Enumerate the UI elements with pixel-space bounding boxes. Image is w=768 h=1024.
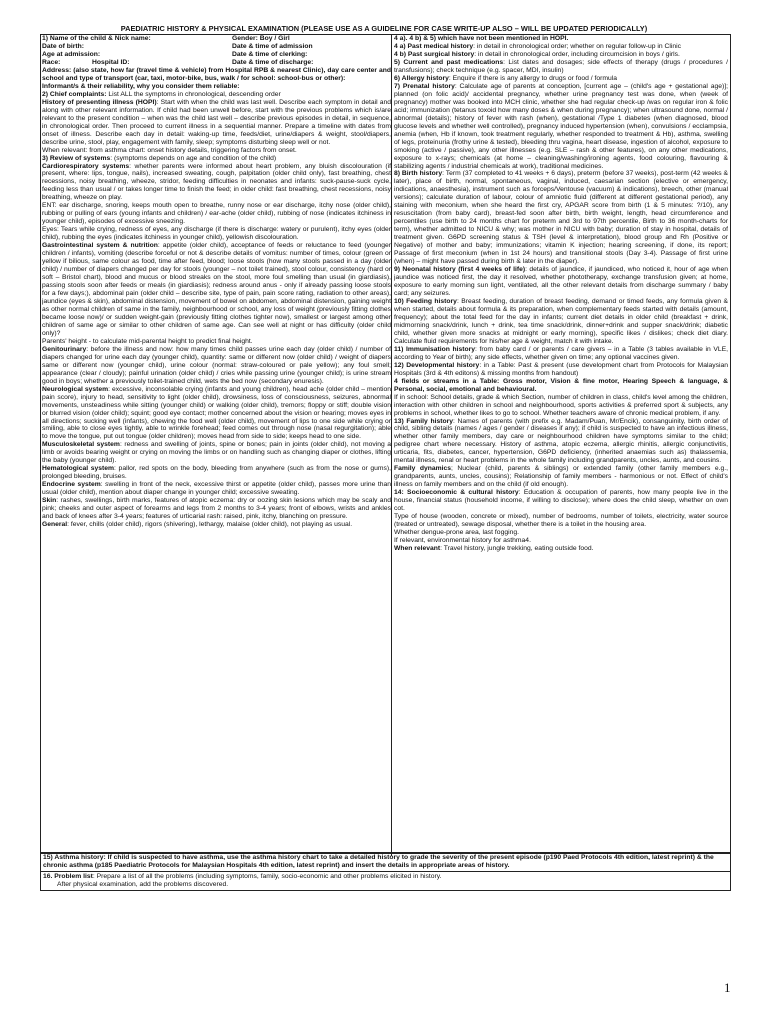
page-number: 1: [724, 980, 731, 995]
dob-row: Date of birth: Date & time of admission: [42, 42, 313, 50]
neonatal: 9) Neonatal history (first 4 weeks of life): details of jaundice, if jaundiced, who noticed it, hour of age when jaundice was noticed first, the day it resolved, whether phototherapy, exchange transfusion given; at home, exposure to early morning sun light, ventilated, all the other relevant details from discharge summary / baby card; any seizures.: [394, 266, 728, 297]
musculoskeletal: Musculoskeletal system: redness and swelling of joints, spine or bones; pain in joints (older child), not moving a limb or avoids bearing weight or crying on moving the limbs or on handling such as changing diaper or clothes, lifting the baby (younger child).: [42, 441, 391, 465]
dengue-note: Whether dengue-prone area, last fogging.: [394, 529, 519, 537]
general-section: General: fever, chills (older child), rigors (shivering), lethargy, malaise (older child), not playing as usual.: [42, 521, 353, 529]
hematological: Hematological system: pallor, red spots on the body, bleeding from anywhere (such as from the nose or gums), prolonged bleeding, bruises.: [42, 465, 392, 481]
hopi-section: History of presenting illness (HOPI): Start with when the child was last well. Describe each symptom in detail and along with other relevant information. If child had been unwell before, start with the previous problems which is/are relevant to the present condition – when was the child last well – describe previous episodes in detail, in sequence, in chronological order. Then proceed to current illness in a sequential manner. Prepare a timeline with dates from onset of illness. Describe each day in detail: waking-up time, feeds/diet, urine/diapers & weight, stool/diapers, describe urine, stool, play, engagement with family, sleep; symptoms disturbing sleep well or not.: [42, 98, 391, 146]
parents-height: Parents' height - to calculate mid-parental height to predict final height.: [42, 337, 253, 345]
history-intro: 4 a). 4 b) & 5) which have not been mentioned in HOPI.: [394, 35, 569, 42]
allergy: 6) Allergy history: Enquire if there is any allergy to drugs or food / formula: [394, 74, 617, 82]
prenatal: 7) Prenatal history: Calculate age of parents at conception, [current age – (child's age + gestational age)]; planned (on folic acid)/ accidental pregnancy, whether urine pregnancy test was done, when (week of pregnancy) mother was booked into MCH clinic, whether she had regular check-up /was on regular iron & folic acid; immunization (tetanus toxoid how many doses & when during pregnancy); when ultrasound done, normal / abnormal (details); history of fever with rash (when), gestational /Type 1 diabetes (when diagnosed, blood glucose levels and whether well controlled), pregnancy induced hypertension (when), convulsions / ecclampsia, anemia (when, Hb if known, took treatment regularly, whether responded to treatment & Hb), asthma, swelling of legs, proteinuria (frothy urine & tested), bleeding thru vagina, heart disease, ingestion of alcohol, exposure to smoking (active / passive), any other illnesses (e.g. SLE – rash & other features), on any other medications, exposure to x-rays; chemicals (at home – cleaning/washing/ironing agents, food colouring, flavouring & stabilizing agents / industrial chemicals at work), traditional medicines.: [394, 82, 728, 170]
eyes-section: Eyes: Tears while crying, redness of eyes, any discharge (if there is discharge: watery or purulent), itchy eyes (older child), rubbing the eyes (indicates itchiness in younger child), yellowish discolouration.: [42, 226, 391, 242]
cardiorespiratory: Cardiorespiratory systems: whether parents were informed about heart problem, any bluish discolouration (if present, where: lips, tongue, nails), increased sweating, cough, palpitation (older child only), fast breathing, chest recessions, noisy breathing, wheeze, stridor, feeding difficulties in neonates and infants: suck-pause-suck cycle, feeding less than usual / or takes longer time to finish the feed; in older child: fast breathing, chest recessions, noisy breathing, wheeze on play.: [42, 162, 391, 202]
gastrointestinal: Gastrointestinal system & nutrition: appetite (older child), acceptance of feeds or reluctance to feed (younger children / infants), vomiting (describe forceful or not & describe details of vomitus: number of times, colour (green or yellow if bilious, same colour as food, time after feed, blood; loose stools (how many stools passed in a day (older child) / number of diapers changed per day for stools (younger – not toilet trained), stool colour, consistency (hard or soft – Bristol chart), blood and mucus or blood streaks on the stool, more foul smelling than usual (in giardiasis), passing stools soon after feeds or meals (in giardiasis); redness around anus - only if already passing loose stools for a few days;), abdominal pain (older child – describe site, type of pain, pain score rating, radiation to other areas), jaundice (eyes & skin), abdominal distension, movement of bowel on abdomen, abdominal distension, gaining weight as other normal children of same in the family, neighbourhood or school, any loss of weight (previously fitting clothes became loose now)/ or sudden weight-gain (previously fitting clothes tighter now), smallest or largest among other children of same age or similar to other children of same age. Can see well at night or has difficulty (older child only)?: [42, 242, 391, 337]
travel-note: When relevant: Travel history, jungle trekking, eating outside food.: [394, 545, 594, 552]
asthma-history-row: 15) Asthma history: If child is suspected to have asthma, use the asthma history chart to take a detailed history to grade the severity of the present episode (p190 Paed Protocols 4th edition, latest reprint) & the chronic asthma (p185 Paediatric Protocols for Malaysian Hospitals 4th edition, latest reprint) and insert the details in appropriate areas of history.: [41, 852, 730, 871]
house-type: Type of house (wooden, concrete or mixed), number of bedrooms, number of toilets, electricity, water source (treated or untreated), sewage disposal, whether there is a toilet in the housing area.: [394, 513, 728, 529]
document-title: PAEDIATRIC HISTORY & PHYSICAL EXAMINATION (PLEASE USE AS A GUIDELINE FOR CASE WRITE-UP ALSO – WILL BE UPDATED PERIODICALLY): [120, 24, 648, 33]
immunisation: 11) Immunisation history: from baby card / or parents / care givers – in a Table (3 tables available in VLE, according to Year of birth); any side effects, whether given on time; any optional vaccines given.: [394, 345, 728, 361]
name-row: 1) Name of the child & Nick name: Gender: Boy / Girl: [42, 35, 290, 42]
feeding: 10) Feeding history: Breast feeding, duration of breast feeding, demand or timed feeds, any formula given & when started, details about formula & its preparation, when complementary feeds started with details (amount, frequency); about the total feed for the day in infants; current diet details in older child (breakfast + drink, midmorning snack/drink, lunch + drink, tea time snack/drink, dinner+drink and supper snack/drink; diabetic child, whether given more snacks at midnight or early morning), specific likes / dislikes; check diet diary. Calculate fluid requirements for his/her age & weight, match it with intake.: [394, 297, 728, 345]
chief-complaints: 2) Chief complaints: List ALL the symptoms in chronological, descending order: [42, 90, 281, 98]
informants-line: Informant/s & their reliability, why you consider them reliable:: [42, 82, 240, 90]
developmental-fields: 4 fields or streams in a Table: Gross motor, Vision & fine motor, Hearing Speech & language, & Personal, social, emotional and behavioural.: [394, 377, 728, 393]
birth-history: 8) Birth history: Term (37 completed to 41 weeks + 6 days), preterm (before 37 weeks), post-term (42 weeks & later), place of birth, normal, spontaneous, vaginal, induced, caesarian section (elective or emergency, indications, anaesthesia), instrument such as forceps/Ventouse (vacuum) & indications), breech, other (manual versions); calculate duration of labour, colour of amniotic fluid (different at different gestational period), any staining with meconium, when she heard the first cry, APGAR score from birth (1 & 5 minutes: ?/10), any resuscitation (from baby card), breast-fed soon after birth, birth weight, length, head circumference and percentiles (use birth to 24 months chart for preterm and 3rd to 97th percentile, Birth to 36 month-charts for term), whether admitted to NICU & why; was mother in NICU with baby; duration of stay in hospital, details of treatment given. G6PD screening status & TSH (level & interpretation), blood group and Rh (Positive or Negative) of mother and baby; immunizations; vitamin K injection; hearing screening, if done, its report; Passage of first meconium (when in 1st 24 hours) and transitional stools (Day 3-4). Passage of first urine (when) – might have passed during birth & later in the diaper).: [394, 170, 728, 266]
age-row: Age at admission: Date & time of clerking:: [42, 50, 308, 58]
past-medical: 4 a) Past medical history: in detail in chronological order; whether on regular follow-up in Clinic: [394, 42, 682, 50]
family-history: 13) Family history: Names of parents (with prefix e.g. Madam/Puan, Mr/Encik), consanguinity, birth order of child, sibling details (names / ages / gender / diseases if any); if child is suspected to have an infectious illness, whether other family members, day care or neighbourhood children have symptoms similar to the child; pedigree chart where necessary. History of asthma, atopic eczema, allergic rhinitis, allergic conjunctivitis, urticaria, fits, diabetes, cancer, hypertension, G6PD deficiency, (inherited anaemias such as) thalassemia, mental illness, renal or heart problems in the whole family including grandparents, uncles, aunts, and cousins.: [394, 417, 728, 465]
skin-section: Skin: rashes, swellings, birth marks, features of atopic eczema: dry or oozing skin lesions which may be scaly and pink; cheeks and outer aspect of forearms and legs from 2 months to 3-4 years; front of elbows, wrists and ankles and back of knees after 3-4 years; features of urticarial rash: raised, pink, itchy, blanching on pressure.: [42, 497, 391, 521]
address-line: Address: (also state, how far (travel time & vehicle) from Hospital RPB & nearest Clinic), day care center and school and type of transport (car, taxi, motor-bike, bus, walk / for school: school-bus or other):: [42, 66, 391, 82]
asthma-note: When relevant: from asthma chart: onset history details, triggering factors from onset.: [42, 146, 297, 154]
endocrine: Endocrine system: swelling in front of the neck, excessive thirst or appetite (older child), passes more urine than usual (older child), mention about diaper change in younger child; excessive sweating.: [42, 481, 391, 497]
review-of-systems: 3) Review of systems: (symptoms depends on age and condition of the child): [42, 154, 277, 162]
ent-section: ENT: ear discharge, snoring, keeps mouth open to breathe, runny nose or ear discharge, itchy nose (older child), rubbing or pulling of ears (young infants and children) / ear-ache (older child), rubbing of nose (indicates itchiness in younger child), episodes of excessive sneezing.: [42, 202, 391, 226]
neurological: Neurological system: excessive, inconsolable crying (infants and young children), head ache (older child – mention pain score), injury to head, sensitivity to light (older child), drowsiness, loss of consciousness, seizures, abnormal movements, unsteadiness while sitting (younger child) or walking (older child), tremors; floppy or stiff; double vision or blurred vision (older child); squint; good eye contact; mother concerned about the vision or hearing; moves eyes in all directions; sucking well (infants), chewing the food well (older child), movement of lips to one side while crying or smiling, able to close eyes tightly, able to wrinkle forehead; feed comes out through nose (nasal regurgitation); able to move the tongue, put out tongue (older children); moves head from side to side; keeps head to one side.: [42, 385, 391, 441]
developmental: 12) Developmental history: in a Table: Past & present (use development chart from Protocols for Malaysian Hospitals (3rd & 4th editons) & missing months from handout): [394, 361, 728, 377]
family-dynamics: Family dynamics; Nuclear (child, parents & siblings) or extended family (other family members e.g., grandparents, aunts, uncles, cousins); Relationship of family members - harmonious or not. Effect of child's illness on family members and on the child (if old enough).: [394, 465, 728, 489]
race-row: Race: Hospital ID: Date & time of discharge:: [42, 58, 314, 66]
history-table: [40, 34, 731, 854]
environment-note: If relevant, environmental history for asthma4.: [394, 537, 531, 545]
school-details: If in school: School details, grade & which Section, number of children in class, child's level among the children, interaction with other children in school and neighbourhood, sports activities & preferred sport & subjects, any problems in school, whether likes to go to school. Whether teachers aware of chronic medical problem, if any.: [394, 393, 728, 417]
genitourinary: Genitourinary: before the illness and now: how many times child passes urine each day (older child) / number of diapers changed for urine each day (younger child), quantity: same or different now (older child) / weight of diapers same or different now (younger child), urine colour (normal: straw-coloured or pale yellow); any foul smell; appearance (clear / cloudy); painful urination (older child) / cries while passing urine (younger child); is urine stream good in boys; whether a previously toilet-trained child, wets the bed now (secondary enuresis).: [42, 345, 391, 385]
medications: 5) Current and past medications: List dates and dosages; side effects of therapy (drugs / procedures / transfusions); check technique (e.g. spacer, MDI, insulin): [394, 58, 728, 74]
right-column: [394, 35, 728, 856]
socioeconomic: 14: Socioeconomic & cultural history: Education & occupation of parents, how many people live in the house, financial status (household income, if willing to disclose); where does the child sleep, whether on own cot.: [394, 489, 728, 513]
left-column: [42, 35, 392, 856]
bottom-rows: [40, 852, 731, 891]
problem-list-row: 16. Problem list: Prepare a list of all the problems (including symptoms, family, socio-economic and other problems elicited in history. After physical examination, add the problems discovered.: [41, 871, 730, 890]
past-surgical: 4 b) Past surgical history: in detail in chronological order, including circumcision in boys / girls.: [394, 50, 680, 58]
